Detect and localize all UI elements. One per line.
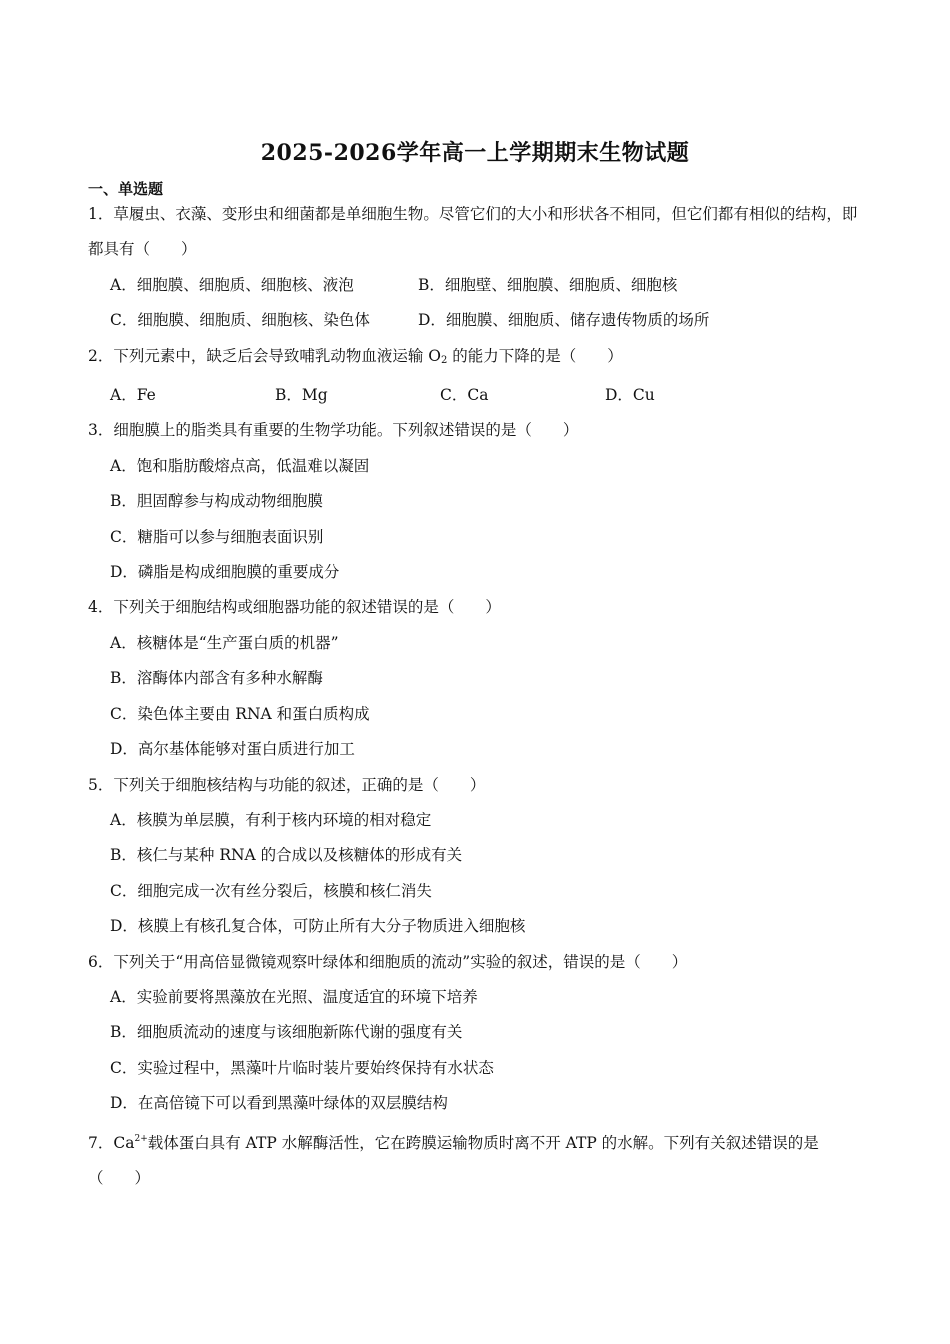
- option-a[interactable]: A．核膜为单层膜，有利于核内环境的相对稳定: [110, 810, 432, 829]
- option-c[interactable]: C．糖脂可以参与细胞表面识别: [110, 527, 324, 546]
- option-a[interactable]: A．细胞膜、细胞质、细胞核、液泡: [110, 275, 354, 294]
- question-5: [88, 768, 868, 945]
- option-d[interactable]: D．高尔基体能够对蛋白质进行加工: [110, 740, 355, 759]
- option-b[interactable]: B．溶酶体内部含有多种水解酶: [110, 669, 323, 688]
- option-d[interactable]: D．在高倍镜下可以看到黑藻叶绿体的双层膜结构: [110, 1094, 448, 1113]
- question-stem: 5．下列关于细胞核结构与功能的叙述，正确的是（ ）: [88, 775, 486, 794]
- option-b[interactable]: B．Mg: [275, 386, 328, 405]
- option-d[interactable]: D．细胞膜、细胞质、储存遗传物质的场所: [418, 311, 710, 330]
- superscript: 2+: [134, 1133, 148, 1144]
- option-d[interactable]: D．Cu: [605, 386, 655, 405]
- question-stem: 1．草履虫、衣藻、变形虫和细菌都是单细胞生物。尽管它们的大小和形状各不相同，但它们都有相似的结构，即都具有（ ）: [88, 205, 858, 259]
- option-a[interactable]: A．实验前要将黑藻放在光照、温度适宜的环境下培养: [110, 987, 478, 1006]
- section-heading: 一、单选题: [88, 180, 164, 198]
- question-stem: [88, 339, 868, 378]
- option-a[interactable]: A．Fe: [110, 386, 156, 405]
- stem-text: 2．下列元素中，缺乏后会导致哺乳动物血液运输 O: [88, 346, 441, 365]
- option-d[interactable]: D．核膜上有核孔复合体，可防止所有大分子物质进入细胞核: [110, 917, 526, 936]
- subscript: 2: [441, 354, 448, 366]
- question-list: [88, 197, 868, 1196]
- question-stem: 3．细胞膜上的脂类具有重要的生物学功能。下列叙述错误的是（ ）: [88, 421, 579, 440]
- option-b[interactable]: B．细胞质流动的速度与该细胞新陈代谢的强度有关: [110, 1023, 463, 1042]
- option-b[interactable]: B．核仁与某种 RNA 的合成以及核糖体的形成有关: [110, 846, 463, 865]
- stem-text: 载体蛋白具有 ATP 水解酶活性，它在跨膜运输物质时离不开 ATP 的水解。下列有关叙述错误的是（ ）: [88, 1133, 819, 1187]
- question-6: [88, 945, 868, 1122]
- question-stem: 6．下列关于“用高倍显微镜观察叶绿体和细胞质的流动”实验的叙述，错误的是（ ）: [88, 952, 688, 971]
- option-row: [88, 303, 868, 338]
- option-c[interactable]: C．细胞完成一次有丝分裂后，核膜和核仁消失: [110, 881, 432, 900]
- page-title: 2025-2026学年高一上学期期末生物试题: [260, 140, 690, 166]
- question-3: [88, 413, 868, 590]
- option-row: [88, 268, 868, 303]
- question-stem: 4．下列关于细胞结构或细胞器功能的叙述错误的是（ ）: [88, 598, 501, 617]
- option-d[interactable]: D．磷脂是构成细胞膜的重要成分: [110, 563, 340, 582]
- question-2: [88, 339, 868, 414]
- question-7: [88, 1122, 868, 1197]
- option-c[interactable]: C．实验过程中，黑藻叶片临时装片要始终保持有水状态: [110, 1058, 494, 1077]
- question-1: [88, 197, 868, 339]
- stem-text: 的能力下降的是（ ）: [447, 346, 623, 365]
- option-row: [88, 378, 868, 413]
- option-a[interactable]: A．饱和脂肪酸熔点高，低温难以凝固: [110, 456, 370, 475]
- question-4: [88, 590, 868, 767]
- question-stem: [88, 1122, 868, 1197]
- option-c[interactable]: C．染色体主要由 RNA 和蛋白质构成: [110, 704, 370, 723]
- option-b[interactable]: B．胆固醇参与构成动物细胞膜: [110, 492, 323, 511]
- option-c[interactable]: C．Ca: [440, 386, 489, 405]
- stem-text: 7．Ca: [88, 1133, 135, 1152]
- option-c[interactable]: C．细胞膜、细胞质、细胞核、染色体: [110, 311, 370, 330]
- option-b[interactable]: B．细胞壁、细胞膜、细胞质、细胞核: [418, 275, 678, 294]
- option-a[interactable]: A．核糖体是“生产蛋白质的机器”: [110, 633, 339, 652]
